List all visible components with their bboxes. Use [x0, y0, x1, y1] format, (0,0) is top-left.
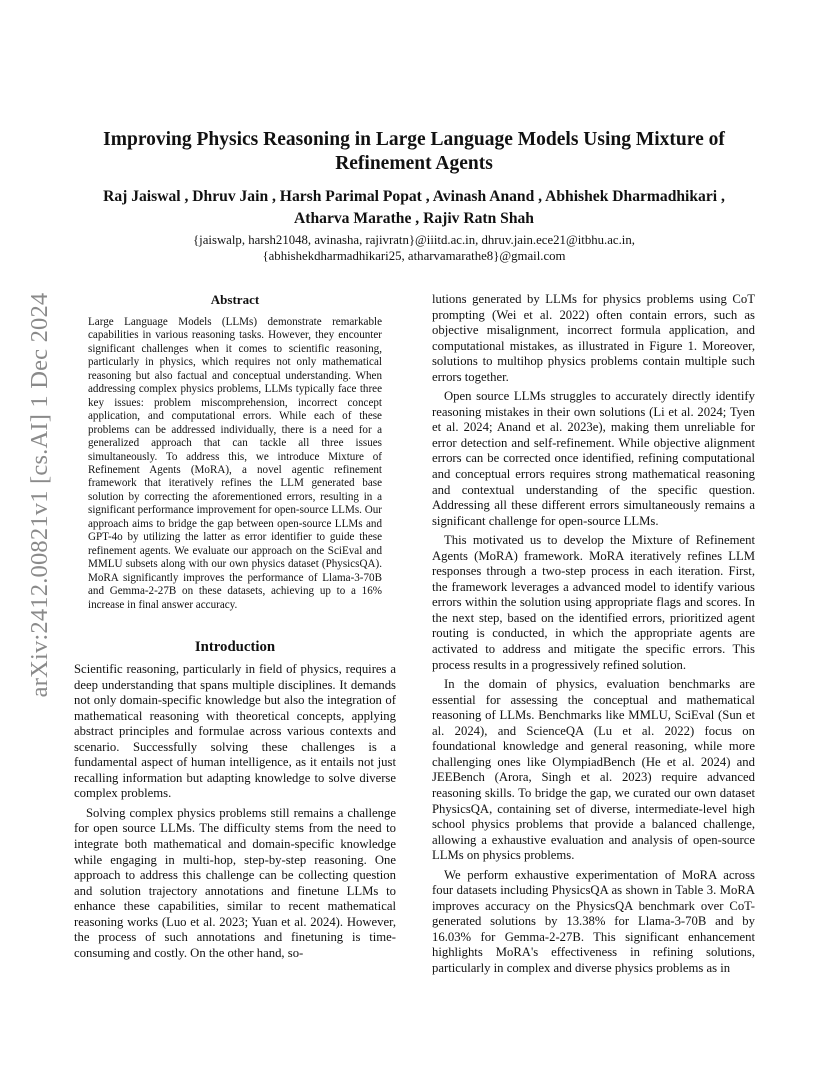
paper-title [80, 128, 748, 176]
intro-paragraph-5: This motivated us to develop the Mixture of Refinement Agents (MoRA) framework. MoRA iteratively refines LLM responses through a two-step process in each iteration. First, the framework leverages a advanced model to identify various errors within the solution using appropriate flags and scores. In the next step, based on the identified errors, prioritized agent routing is conducted, in which the appropriate agents are activated to address and mitigate the specific errors. This process results in a progressively refined solution. [432, 533, 755, 672]
intro-paragraph-6: In the domain of physics, evaluation benchmarks are essential for assessing the conceptual and mathematical reasoning of LLMs. Benchmarks like MMLU, SciEval (Sun et al. 2024), and ScienceQA (Lu et al. 2022) focus on foundational knowledge and general reasoning, while more challenging ones like OlympiadBench (He et al. 2024) and JEEBench (Arora, Singh et al. 2023) require advanced reasoning skills. To bridge the gap, we curated our own dataset PhysicsQA, containing set of diverse, intermediate-level high school physics problems that provide a balanced challenge, allowing a exhaustive evaluation and analysis of open-source LLMs on physics problems. [432, 677, 755, 863]
intro-paragraph-1: Scientific reasoning, particularly in field of physics, requires a deep understanding that spans multiple disciplines. It demands not only domain-specific knowledge but also the integration of mathematical reasoning with theoretical concepts, applying abstract principles and formulae across various contexts and scenario. Successfully solving these challenges is a fundamental aspect of human intelligence, as it entails not just recalling information but adapting knowledge to solve diverse complex problems. [74, 661, 396, 801]
author-emails-line-1: {jaiswalp, harsh21048, avinasha, rajivratn}@iiitd.ac.in, dhruv.jain.ece21@itbhu.ac.in, [193, 233, 635, 247]
author-list-line-2: Atharva Marathe , Rajiv Ratn Shah [294, 210, 534, 227]
abstract-text: Large Language Models (LLMs) demonstrate remarkable capabilities in various reasoning tasks. However, they encounter significant challenges when it comes to scientific reasoning, particularly in physics, which requires not only mathematical reasoning but also factual and conceptual understanding. When addressing complex physics problems, LLMs typically face three key issues: problem miscomprehension, incorrect concept application, and computational errors. While each of these problems can be addressed individually, there is a need for a generalized approach that can tackle all three issues simultaneously. To address this, we introduce Mixture of Refinement Agents (MoRA), a novel agentic refinement framework that iteratively refines the LLM generated base solution by correcting the aforementioned errors, resulting in a significant performance improvement for open-source LLMs. Our approach aims to bridge the gap between open-source LLMs and GPT-4o by utilizing the latter as error identifier to guide these refinement agents. We evaluate our approach on the SciEval and MMLU subsets along with our own physics dataset (PhysicsQA). MoRA significantly improves the performance of Llama-3-70B and Gemma-2-27B on these datasets, achieving up to a 16% increase in final answer accuracy. [88, 316, 382, 611]
abstract-heading: Abstract [210, 292, 260, 307]
introduction-heading: Introduction [194, 638, 276, 655]
author-emails [80, 232, 748, 264]
left-column [74, 292, 396, 961]
paper-title-line-1: Improving Physics Reasoning in Large Language Models Using Mixture of [103, 129, 725, 150]
author-emails-line-2: {abhishekdharmadhikari25, atharvamarathe8}@gmail.com [262, 249, 566, 263]
intro-paragraph-4: Open source LLMs struggles to accurately directly identify reasoning mistakes in their own solutions (Li et al. 2024; Tyen et al. 2024; Anand et al. 2023e), making them unreliable for error detection and self-refinement. While objective alignment errors can be corrected once identified, refining computational and conceptual errors requires strong mathematical reasoning and contextual understanding of the specific question. Addressing all these different errors simultaneously remains a significant challenge for open-source LLMs. [432, 389, 755, 528]
author-list [80, 186, 748, 230]
paper-title-line-2: Refinement Agents [335, 153, 493, 174]
intro-paragraph-3: lutions generated by LLMs for physics problems using CoT prompting (Wei et al. 2022) often contain errors, such as objective misalignment, incorrect formula application, and computational mistakes, as illustrated in Figure 1. Moreover, solutions to multihop physics problems contain multiple such errors together. [432, 292, 755, 384]
arxiv-identifier-text: arXiv:2412.00821v1 [cs.AI] 1 Dec 2024 [26, 292, 53, 698]
intro-paragraph-7: We perform exhaustive experimentation of MoRA across four datasets including PhysicsQA as shown in Table 3. MoRA improves accuracy on the PhysicsQA benchmark over CoT-generated solutions by 13.38% for Llama-3-70B and by 16.03% for Gemma-2-27B. This significant enhancement highlights MoRA's effectiveness in refining solutions, particularly in complex and diverse physics problems as in [432, 867, 755, 975]
right-column [432, 292, 755, 977]
arxiv-identifier [22, 292, 58, 698]
author-list-line-1: Raj Jaiswal , Dhruv Jain , Harsh Parimal Popat , Avinash Anand , Abhishek Dharmadhikari , [103, 188, 725, 205]
intro-paragraph-2: Solving complex physics problems still remains a challenge for open source LLMs. The difficulty stems from the need to integrate both mathematical and domain-specific knowledge while engaging in multi-hop, step-by-step reasoning. One approach to address this challenge can be collecting question and solution trajectory annotations and finetune LLMs to enhance these capabilities, similar to recent mathematical reasoning works (Luo et al. 2023; Yuan et al. 2024). However, the process of such annotations and finetuning is time-consuming and costly. On the other hand, so- [74, 805, 396, 960]
